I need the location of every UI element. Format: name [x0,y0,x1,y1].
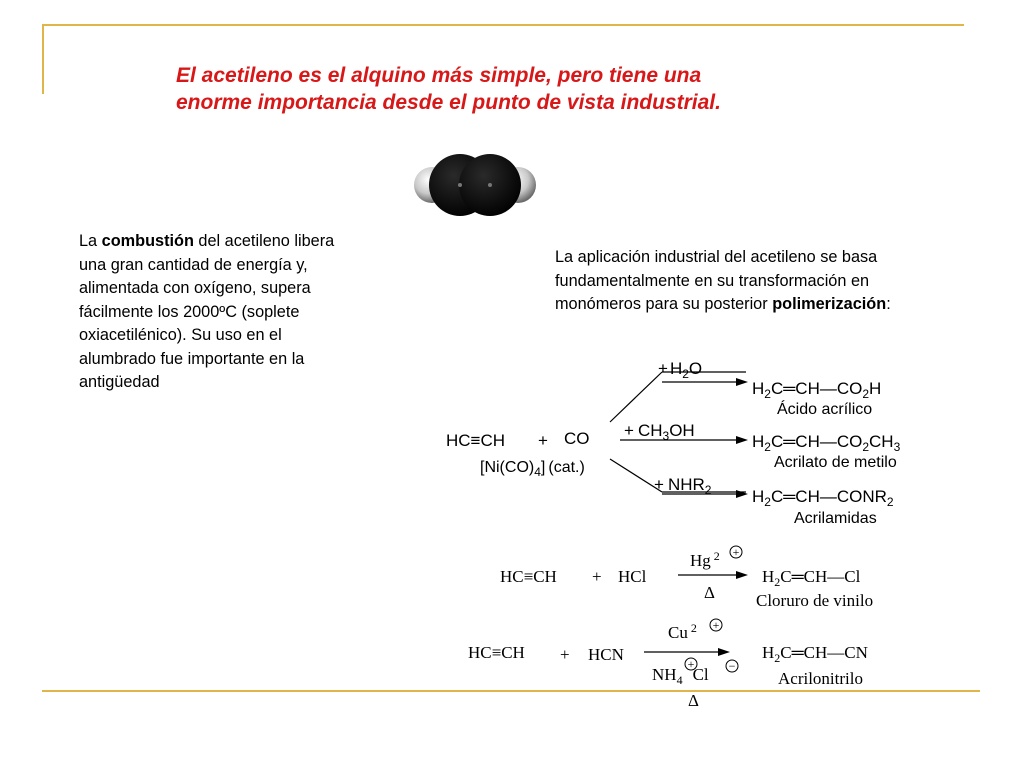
frame-left-line [42,24,44,94]
product-methyl-acrylate-formula: $H_2C═CH—CO_2CH_3$ [752,432,901,454]
carbon-highlight-right [488,183,492,187]
acrylonitrile-name: Acrilonitrilo [778,669,863,688]
hcl-plus: + [592,567,602,586]
reppe-reaction-scheme [430,352,950,542]
combustion-paragraph [79,230,341,395]
hcl-condition: Δ [704,583,715,602]
product-acrylic-acid-name: Ácido acrílico [777,401,873,418]
title-line-1: El acetileno es el alquino más simple, pero tiene una [176,64,702,87]
hcl-reactant-acetylene: HC≡CH [500,567,557,586]
hcn-reactant: HCN [588,645,624,664]
addition-reactions-scheme [460,538,930,716]
arrow-2-head [736,436,748,444]
hcn-reagent: $NH_4$ Cl [652,665,709,687]
acetylene-molecule-model [412,152,538,218]
hcn-plus: + [560,645,570,664]
hcl-reactant: HCl [618,567,647,586]
reppe-plus: + [538,431,548,450]
combustion-text-pre: La [79,232,102,250]
branch-line-upper [610,372,662,422]
slide-title [176,62,876,116]
hcn-catalyst: Cu $^2$ [668,621,697,642]
cl-charge: − [728,659,736,673]
reagent-methanol: + $CH_3OH$ [624,421,695,443]
arrow-1-head [736,378,748,386]
hcn-condition: Δ [688,691,699,710]
hcn-arrow-head [718,648,730,656]
reagent-amine: + $NHR_2$ [654,475,712,497]
nh4-charge: + [687,657,695,671]
combustion-keyword: combustión [101,232,194,250]
vinyl-chloride-name: Cloruro de vinilo [756,591,874,610]
reppe-reactant-co: CO [564,429,590,448]
reagent-water: + $H_2O$ [658,359,703,381]
application-text: La aplicación industrial del acetileno se basa fundamentalmente en su transformación en monómeros para su posterior [555,248,878,313]
reppe-catalyst: $[Ni(CO)_4]$ (cat.) [480,459,585,479]
application-colon: : [886,295,891,313]
carbon-highlight-left [458,183,462,187]
hcn-reactant-acetylene: HC≡CH [468,643,525,662]
hg-charge: + [732,545,740,559]
product-acrylamide-name: Acrilamidas [794,510,877,527]
application-paragraph [555,246,915,317]
product-acrylic-acid-formula: $H_2C═CH—CO_2H$ [752,379,882,401]
combustion-text-post: del acetileno libera una gran cantidad de energía y, alimentada con oxígeno, supera fácilmente los 2000ºC (soplete oxiacetilénico). Su uso en el alumbrado fue importante en la antigüedad [79,232,335,391]
product-methyl-acrylate-name: Acrilato de metilo [774,454,897,471]
hcl-catalyst: Hg $^2$ [690,549,720,570]
acrylonitrile-formula: $H_2C═CH—CN$ [762,643,868,665]
frame-top-line [42,24,964,26]
polymerization-keyword: polimerización [772,295,887,313]
cu-charge: + [712,618,720,632]
hcl-arrow-head [736,571,748,579]
title-line-2: enorme importancia desde el punto de vista industrial. [176,91,721,114]
vinyl-chloride-formula: $H_2C═CH—Cl$ [762,567,861,589]
arrow-3-head [736,490,748,498]
product-acrylamide-formula: $H_2C═CH—CONR_2$ [752,487,894,509]
reppe-reactant-acetylene: HC≡CH [446,431,506,450]
